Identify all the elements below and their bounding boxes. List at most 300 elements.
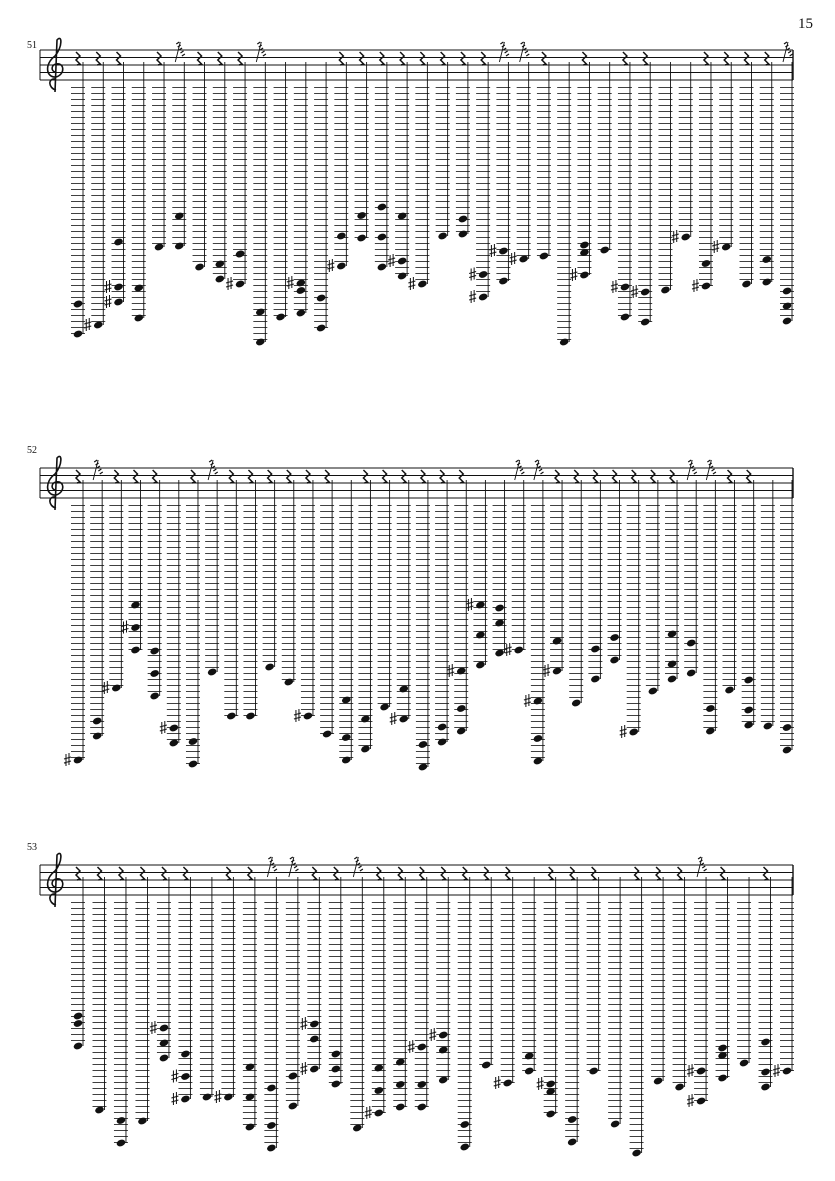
rest-icon [360,52,364,65]
sharp-icon [543,664,550,677]
rest-icon [656,867,660,880]
notehead [73,299,83,308]
notehead [149,669,159,678]
notehead [322,729,332,738]
slash-icon [783,42,788,62]
note-event [780,480,794,755]
rest-icon [459,470,463,483]
note-event [274,62,288,322]
notehead [130,623,140,632]
notehead [130,645,140,654]
notehead [567,1115,577,1124]
notehead [309,1019,319,1028]
notehead [245,1122,255,1131]
note-event [703,460,717,736]
notehead [134,313,144,322]
sharp-icon [84,318,91,331]
notehead [620,312,630,321]
note-event [214,867,235,1103]
note-event [479,867,493,1070]
note-event [393,867,407,1112]
flag-icon [784,42,787,44]
rest-icon [728,470,732,483]
flag-icon [521,42,524,44]
note-event [300,867,321,1075]
flag-icon [516,460,519,462]
notehead [628,727,638,736]
sharp-icon [300,1062,307,1075]
note-event [375,52,389,272]
notehead [266,1143,276,1152]
rest-icon [704,52,708,65]
notehead [494,603,504,612]
notehead [579,270,589,279]
rest-icon [440,470,444,483]
note-event [569,470,583,708]
note-event [608,877,622,1129]
flag-icon [540,472,543,474]
note-event [658,62,672,295]
note-event [522,877,536,1076]
rest-icon [441,52,445,65]
notehead [113,282,123,291]
note-event [287,62,308,318]
note-event [263,470,277,672]
sharp-icon [388,254,395,267]
notehead [116,1138,126,1147]
note-event [282,470,296,687]
notehead [194,262,204,271]
rest-icon [183,867,187,880]
sharp-icon [524,694,531,707]
sharp-icon [447,664,454,677]
sharp-icon [469,290,476,303]
notehead [309,1034,319,1043]
sharp-icon [294,709,301,722]
note-event [587,867,601,1076]
notehead [782,316,792,325]
note-event [416,470,430,772]
rest-icon [363,470,367,483]
slash-icon [267,857,272,877]
rest-icon [325,470,329,483]
rest-icon [747,470,751,483]
rest-icon [481,52,485,65]
rest-icon [570,867,574,880]
notehead [149,646,159,655]
note-event [64,470,85,766]
sharp-icon [631,285,638,298]
staff-system [27,842,794,1158]
note-event [320,470,334,739]
rest-icon [306,470,310,483]
notehead [397,271,407,280]
slash-icon [256,42,261,62]
notehead [743,675,753,684]
notehead [567,1137,577,1146]
rest-icon [76,52,80,65]
notehead [266,1083,276,1092]
notehead [514,645,524,654]
note-event [510,42,531,265]
sharp-icon [408,1040,415,1053]
note-event [447,470,468,736]
notehead [680,232,690,241]
flag-icon [788,51,791,53]
sharp-icon [611,280,618,293]
sharp-icon [687,1094,694,1107]
note-event [243,867,257,1132]
notehead [202,1092,212,1101]
sharp-icon [692,279,699,292]
flag-icon [98,469,101,471]
note-event [294,470,315,722]
notehead [545,1079,555,1088]
flag-icon [525,51,528,53]
notehead [235,279,245,288]
notehead [188,737,198,746]
note-event [329,867,343,1089]
note-event [537,867,558,1119]
sharp-icon [327,259,334,272]
note-event [90,460,104,741]
sharp-icon [105,295,112,308]
notehead [458,229,468,238]
note-event [350,857,364,1133]
notehead [266,1121,276,1130]
notehead [524,1066,534,1075]
notehead [356,233,366,242]
notehead [180,1094,190,1103]
note-event [224,470,238,721]
note-event [388,52,409,281]
rest-icon [582,52,586,65]
note-event [588,470,602,684]
sharp-icon [489,244,496,257]
rest-icon [119,867,123,880]
note-event [570,52,591,281]
note-event [148,470,162,701]
notehead [159,1023,169,1032]
rest-icon [162,867,166,880]
notehead [456,704,466,713]
flag-icon [506,54,509,56]
note-event [684,460,698,678]
notehead [458,214,468,223]
rest-icon [643,52,647,65]
rest-icon [133,470,137,483]
notehead [588,1066,598,1075]
note-event [505,460,526,656]
note-event [494,867,515,1089]
rest-icon [198,52,202,65]
notehead [459,1120,469,1129]
sharp-icon [537,1077,544,1090]
slash-icon [289,857,294,877]
notehead [180,1049,190,1058]
rest-icon [312,867,316,880]
notehead [215,274,225,283]
slash-icon [520,42,525,62]
rest-icon [226,867,230,880]
note-event [186,470,200,769]
notehead [418,740,428,749]
notehead [92,731,102,740]
note-event [557,62,571,347]
slash-icon [208,460,213,480]
rest-icon [191,470,195,483]
note-event [429,867,450,1085]
sharp-icon [105,280,112,293]
rest-icon [97,867,101,880]
notehead [159,1053,169,1062]
notehead [459,1142,469,1151]
notehead [207,667,217,676]
flag-icon [694,472,697,474]
notehead [674,1082,684,1091]
notehead [255,337,265,346]
flag-icon [698,857,701,859]
sharp-icon [466,598,473,611]
sharp-icon [226,277,233,290]
note-event [773,877,794,1077]
notehead [397,256,407,265]
flag-icon [273,866,276,868]
notehead [288,1101,298,1110]
note-event [630,867,644,1158]
notehead [739,1058,749,1067]
note-event [132,62,146,323]
notehead [223,1092,233,1101]
note-event [193,52,207,272]
note-event [760,52,774,287]
notehead [782,286,792,295]
notehead [116,1116,126,1125]
notehead [502,1078,512,1087]
notehead [760,1082,770,1091]
rest-icon [398,867,402,880]
note-event [314,62,328,333]
notehead [395,1080,405,1089]
notehead [609,655,619,664]
notehead [137,1116,147,1125]
notehead [437,737,447,746]
sharp-icon [300,1017,307,1030]
notehead [610,1119,620,1128]
notehead [660,285,670,294]
notehead [705,704,715,713]
notehead [73,1011,83,1020]
note-event [264,857,278,1153]
note-event [739,52,753,289]
notehead [640,287,650,296]
note-event [160,480,181,748]
flag-icon [535,460,538,462]
note-event [620,470,641,738]
rest-icon [76,867,80,880]
rest-icon [651,470,655,483]
notehead [760,1037,770,1046]
rest-icon [334,867,338,880]
rest-icon [229,470,233,483]
rest-icon [724,52,728,65]
note-event [469,52,490,303]
rest-icon [268,470,272,483]
note-event [759,867,773,1092]
note-event [200,877,214,1102]
note-event [114,867,128,1148]
note-event [687,857,708,1107]
notehead [609,633,619,642]
note-event [611,52,632,322]
notehead [235,249,245,258]
rest-icon [549,867,553,880]
sharp-icon [620,725,627,738]
staff-system [27,445,794,772]
flag-icon [704,869,707,871]
rest-icon [441,867,445,880]
notehead [498,246,508,255]
notehead [374,1108,384,1117]
sharp-icon [570,268,577,281]
notehead [763,721,773,730]
notehead [377,232,387,241]
notehead [631,1148,641,1157]
notehead [696,1066,706,1075]
notehead [701,281,711,290]
notehead [336,231,346,240]
flag-icon [359,866,362,868]
slash-icon [93,460,98,480]
note-event [105,52,126,308]
slash-icon [687,460,692,480]
notehead [724,685,734,694]
notehead [686,668,696,677]
sharp-icon [712,240,719,253]
notehead [417,1102,427,1111]
slash-icon [515,460,520,480]
notehead [717,1073,727,1082]
flag-icon [176,42,179,44]
slash-icon [175,42,180,62]
notehead [169,723,179,732]
notehead [590,644,600,653]
notehead [640,317,650,326]
notehead [648,686,658,695]
rest-icon [764,867,768,880]
flag-icon [263,54,266,56]
note-event [780,42,794,326]
note-event [737,877,751,1068]
flag-icon [500,42,503,44]
note-event [565,867,579,1147]
rest-icon [114,470,118,483]
sharp-icon [408,277,415,290]
notehead [316,293,326,302]
rest-icon [248,470,252,483]
flag-icon [274,869,277,871]
note-event [150,867,171,1063]
flag-icon [182,54,185,56]
notehead [498,276,508,285]
note-event [672,62,693,243]
rest-icon [765,52,769,65]
notehead [437,722,447,731]
flag-icon [213,469,216,471]
rest-icon [721,867,725,880]
sharp-icon [171,1092,178,1105]
rest-icon [402,470,406,483]
note-event [761,480,775,731]
rest-icon [555,470,559,483]
notehead [113,297,123,306]
flag-icon [521,472,524,474]
notehead [782,723,792,732]
notehead [701,259,711,268]
notehead [73,1019,83,1028]
note-event [489,42,510,286]
sharp-icon [429,1028,436,1041]
notehead [92,716,102,725]
flag-icon [100,472,103,474]
notehead [226,711,236,720]
flag-icon [520,469,523,471]
notehead [539,251,549,260]
flag-icon [294,866,297,868]
rest-icon [377,867,381,880]
flag-icon [707,460,710,462]
notehead [437,231,447,240]
notehead [782,1066,792,1075]
note-event [673,867,687,1092]
notehead [417,1080,427,1089]
staff-system [27,38,794,346]
notehead [620,282,630,291]
slash-icon [697,857,702,877]
sharp-icon [365,1106,372,1119]
flag-icon [526,54,529,56]
notehead [377,262,387,271]
notehead [395,1102,405,1111]
notehead [377,202,387,211]
notehead [174,241,184,250]
note-event [537,52,551,261]
flag-icon [712,469,715,471]
sharp-icon [171,1070,178,1083]
flag-icon [180,51,183,53]
rest-icon [287,470,291,483]
measure-number: 53 [27,842,37,853]
slash-icon [353,857,358,877]
rest-icon [542,52,546,65]
rest-icon [400,52,404,65]
notehead [341,755,351,764]
flag-icon [295,869,298,871]
notehead [73,1041,83,1050]
notehead [341,733,351,742]
measure-number: 51 [27,40,37,51]
note-event [716,867,730,1083]
note-event [712,52,733,253]
notehead [653,1076,663,1085]
rest-icon [420,52,424,65]
notehead [264,662,274,671]
rest-icon [678,867,682,880]
flag-icon [713,472,716,474]
notehead [111,683,121,692]
slash-icon [706,460,711,480]
note-event [205,460,219,677]
